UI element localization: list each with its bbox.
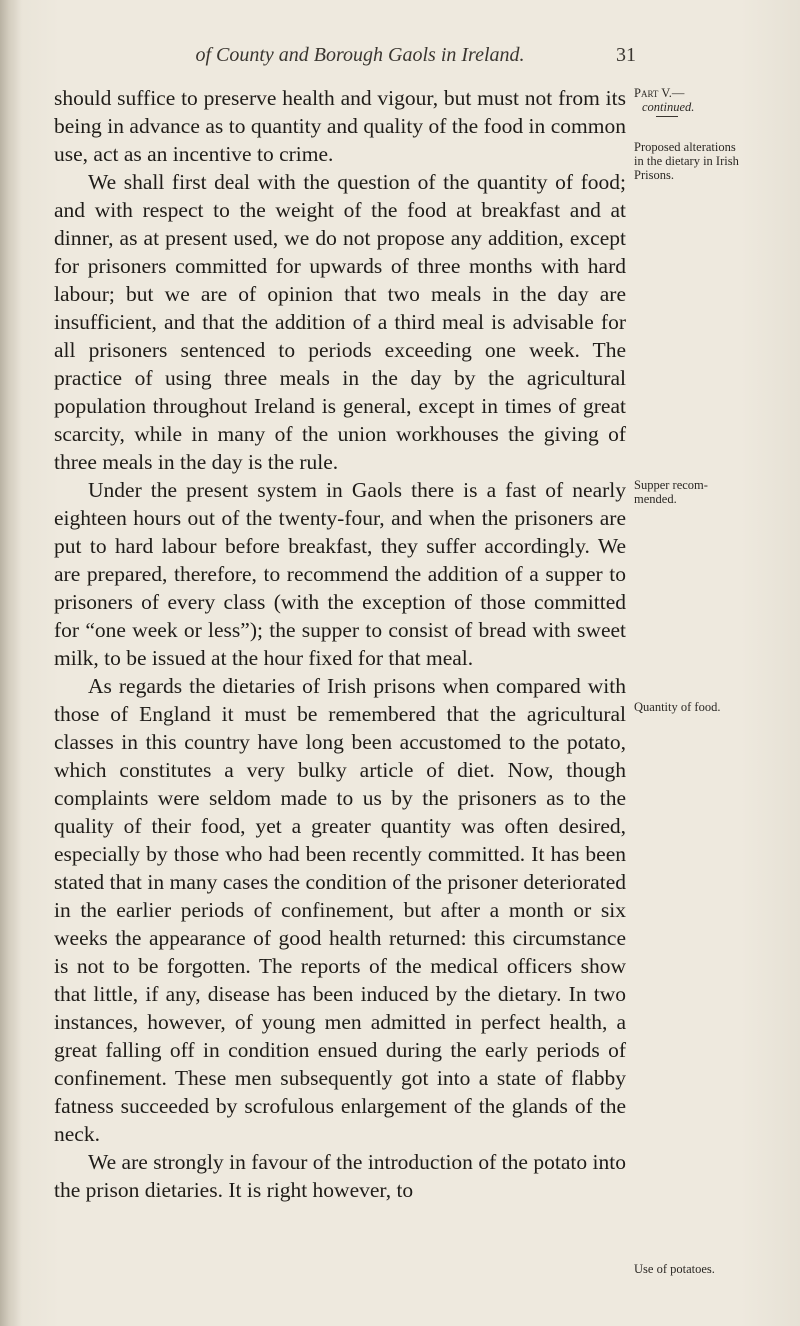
paragraph-2: We shall first deal with the question of the quantity of food; and with respect to the weight of the food at breakfast and at dinner, as at present used, we do not propose any addition, except for prisoners committed for upwards of three months with hard labour; but we are of opinion that two meals in the day are insufficient, and that the addition of a third meal is advisable for all prisoners sentenced to periods exceeding one week. The practice of using three meals in the day by the agricultural population throughout Ireland is general, except in times of great scarcity, while in many of the union workhouses the giving of three meals in the day is the rule. [54,170,626,474]
running-title: of County and Borough Gaols in Ireland. [195,44,525,66]
margin-note-part-label: Part V.— [634,86,685,100]
margin-note-continued: continued. [642,100,695,114]
paragraph-3: Under the present system in Gaols there is a fast of nearly eighteen hours out of the twenty-four, and when the prisoners are put to hard labour before breakfast, they suffer accordingly. We are prepared, therefore, to recommend the addition of a supper to prisoners of every class (with the exception of those committed for “one week or less”); the supper to consist of bread with sweet milk, to be issued at the hour fixed for that meal. [54,478,626,670]
margin-note-proposed: Proposed alterations in the dietary in Irish Prisons. [634,140,739,182]
page-number: 31 [616,44,636,66]
paragraph-5: We are strongly in favour of the introduction of the potato into the prison dietaries. It is right however, to [54,1150,626,1202]
page-gutter-shadow [0,0,22,1326]
margin-note-part [634,86,774,119]
paragraph-4: As regards the dietaries of Irish prisons when compared with those of England it must be remembered that the agricultural classes in this country have long been accustomed to the potato, which constitutes a very bulky article of diet. Now, though complaints were seldom made to us by the prisoners as to the quality of their food, yet a greater quantity was often desired, especially by those who had been recently committed. It has been stated that in many cases the condition of the prisoner deteriorated in the earlier periods of confinement, but after a month or six weeks the appearance of good health returned: this circumstance is not to be forgotten. The reports of the medical officers show that little, if any, disease has been induced by the dietary. In two instances, however, of young men admitted in perfect health, a great falling off in condition ensued during the early periods of confinement. These men subsequently got into a state of flabby fatness succeeded by scrofulous enlargement of the glands of the neck. [54,674,626,1146]
body-text [54,84,626,1204]
margin-note-supper: Supper recommended. [634,478,708,506]
paragraph-1: should suffice to preserve health and vigour, but must not from its being in advance as to quantity and quality of the food in common use, act as an incentive to crime. [54,86,626,166]
margin-note-potatoes: Use of potatoes. [634,1262,715,1276]
margin-note-quantity: Quantity of food. [634,700,721,714]
margin-note-rule [656,116,678,117]
